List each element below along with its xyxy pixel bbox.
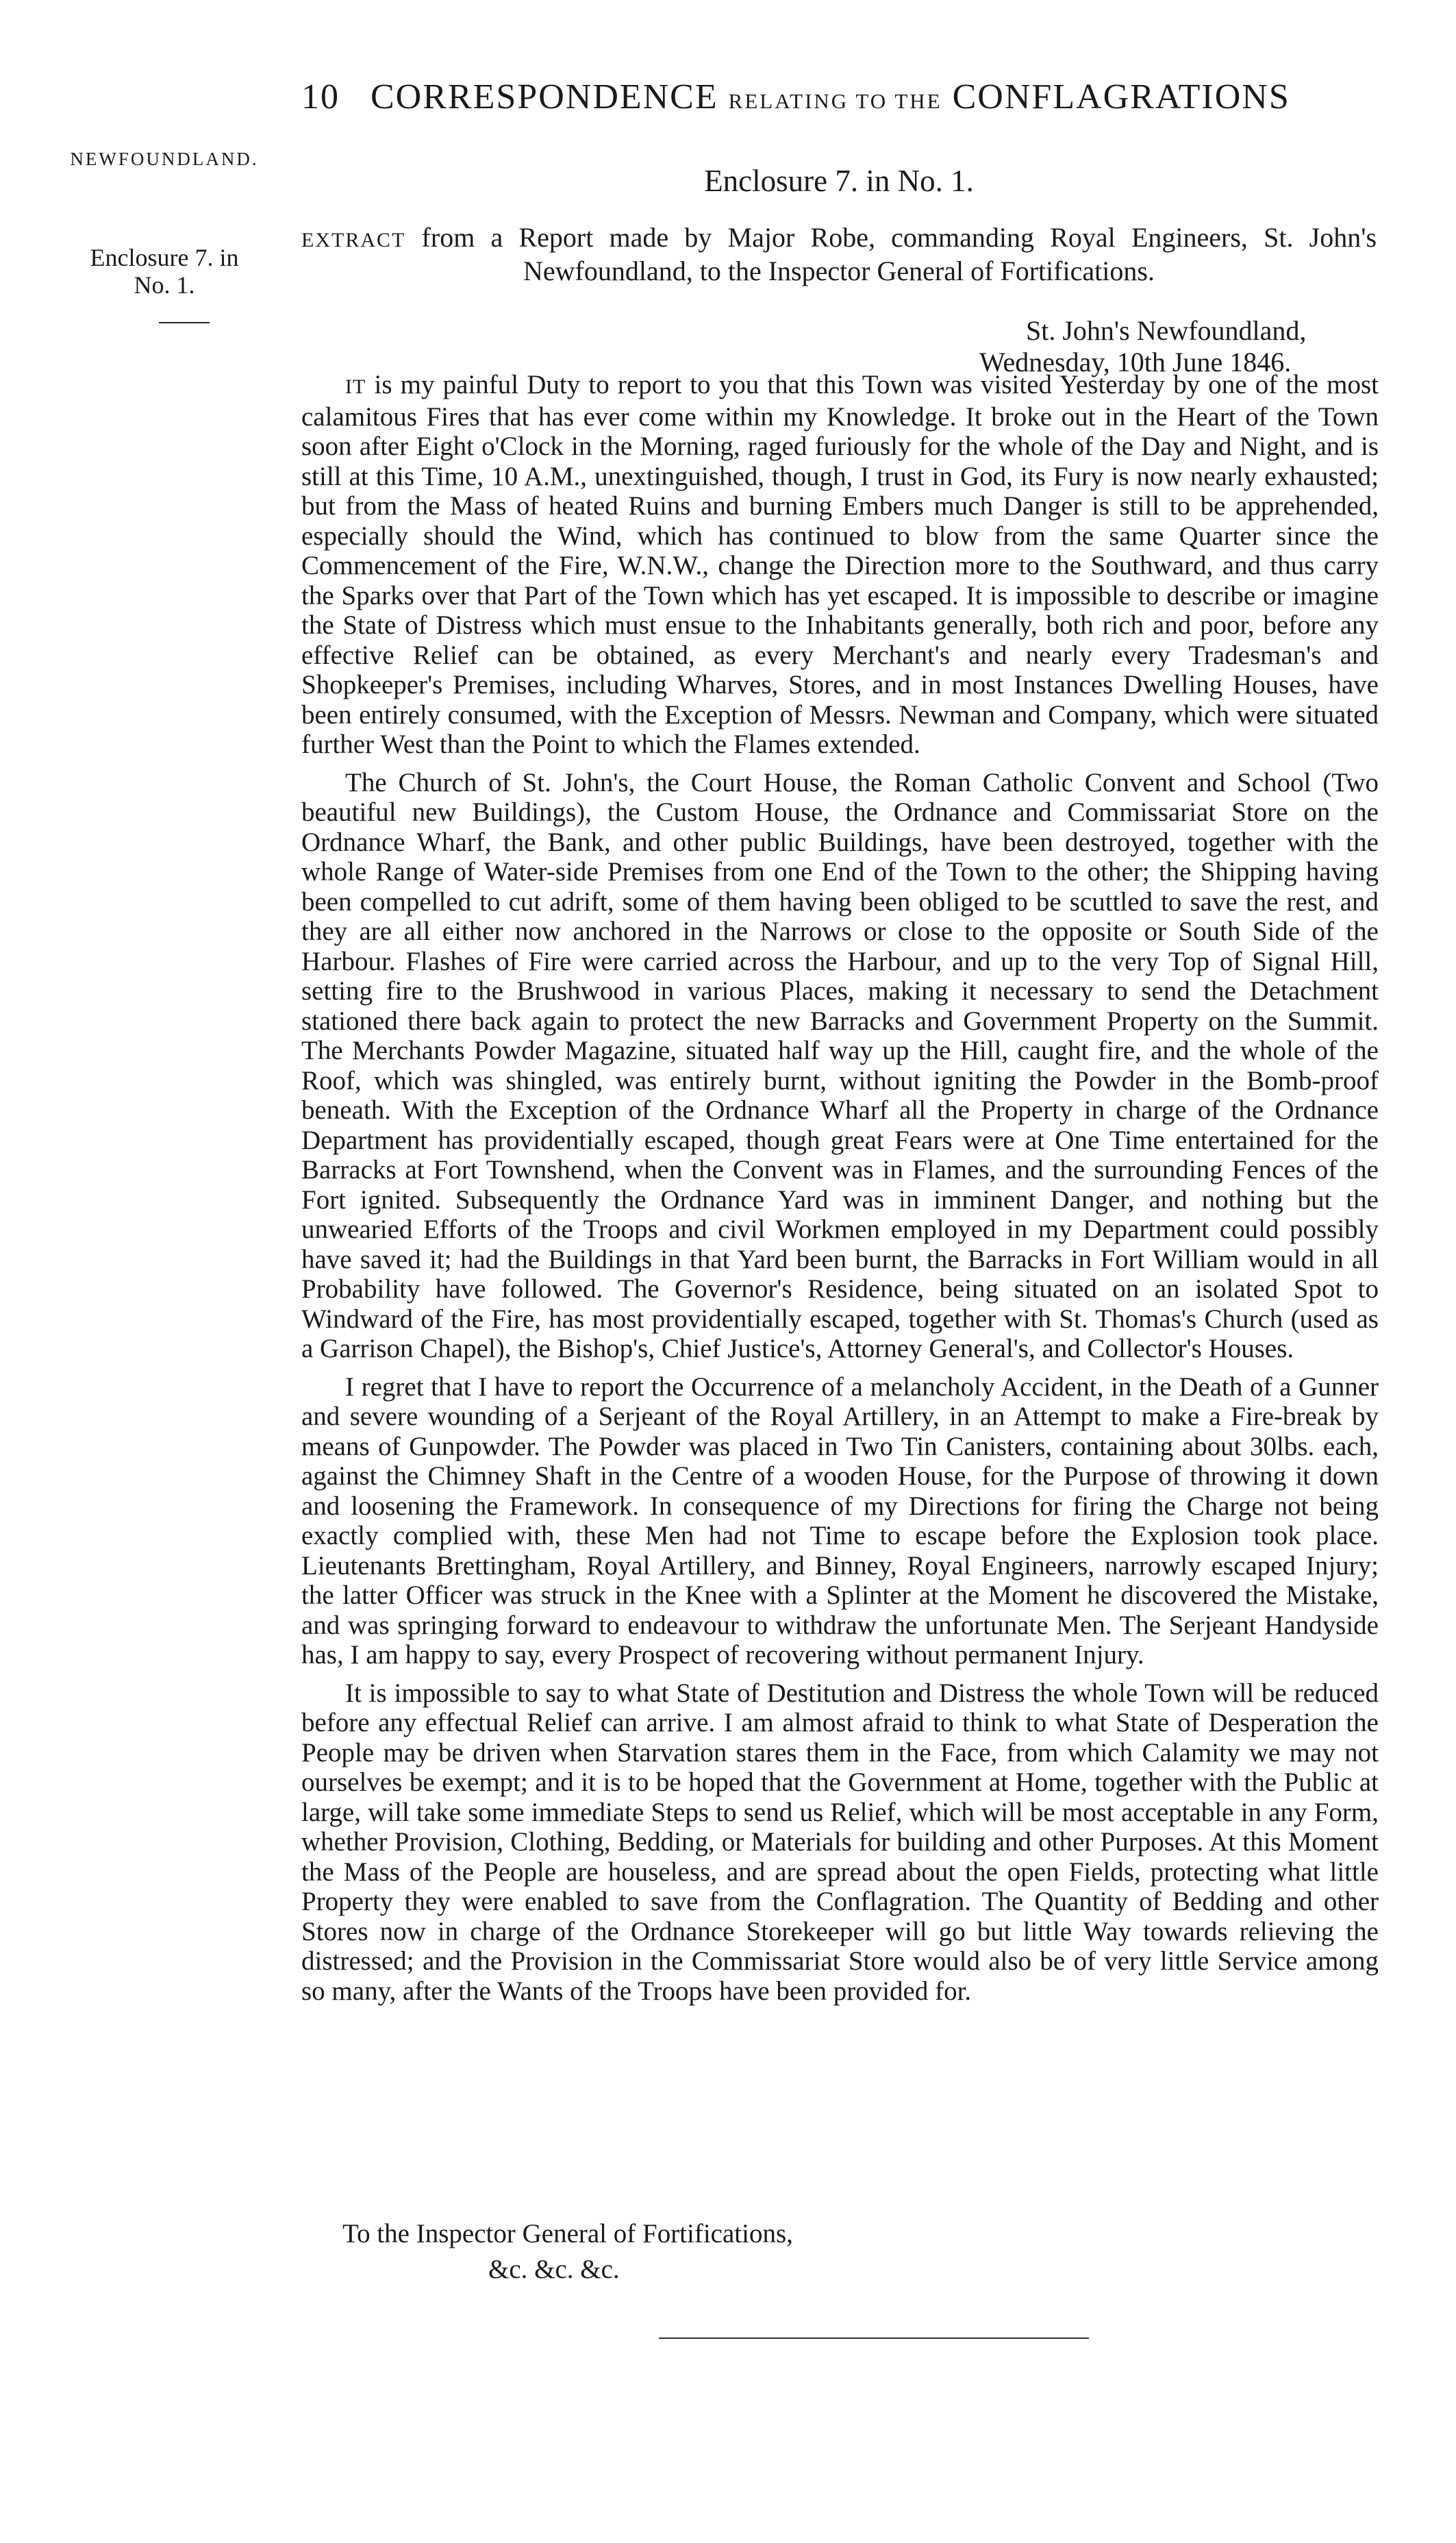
margin-enclosure-note [55, 244, 274, 299]
header-word-correspondence: CORRESPONDENCE [371, 77, 718, 116]
header-word-conflagrations: CONFLAGRATIONS [952, 77, 1290, 116]
extract-line1-text: from a Report made by Major Robe, commanding Royal Engineers, St. John's [421, 222, 1377, 253]
closing-addressee: To the Inspector General of Fortifications, [342, 2219, 793, 2248]
dateline-place: St. John's Newfoundland, [1026, 315, 1307, 346]
paragraph-4: It is impossible to say to what State of Destitution and Distress the whole Town will be reduced before any effectual Relief can arrive. I am almost afraid to think to what State of Desperation the People may be driven when Starvation stares them in the Face, from which Calamity we may not ourselves be exempt; and it is to be hoped that the Government at Home, together with the Public at large, will take some immediate Steps to send us Relief, which will be most acceptable in any Form, whether Provision, Clothing, Bedding, or Materials for building and other Purposes. At this Moment the Mass of the People are houseless, and are spread about the open Fields, protecting what little Property they were enabled to save from the Conflagration. The Quantity of Bedding and other Stores now in charge of the Ordnance Storekeeper will go but little Way towards relieving the distressed; and the Provision in the Commissariat Store would also be of very little Service among so many, after the Wants of the Troops have been provided for. [301, 1678, 1379, 2006]
extract-heading [301, 222, 1377, 286]
paragraph-1 [301, 370, 1379, 760]
dateline [979, 315, 1390, 378]
extract-lead: EXTRACT [301, 229, 406, 251]
paragraph-3: I regret that I have to report the Occurrence of a melancholy Accident, in the Death of a Gunner and severe wounding of a Serjeant of the Royal Artillery, in an Attempt to make a Fire-break by means of Gunpowder. The Powder was placed in Two Tin Canisters, containing about 30lbs. each, against the Chimney Shaft in the Centre of a wooden House, for the Purpose of throwing it down and loosening the Framework. In consequence of my Directions for firing the Charge not being exactly complied with, these Men had not Time to escape before the Explosion took place. Lieutenants Brettingham, Royal Artillery, and Binney, Royal Engineers, narrowly escaped Injury; the latter Officer was struck in the Knee with a Splinter at the Moment he discovered the Mistake, and was springing forward to endeavour to withdraw the unfortunate Men. The Serjeant Handyside has, I am happy to say, every Prospect of recovering without permanent Injury. [301, 1372, 1379, 1670]
margin-enclosure-line2: No. 1. [134, 271, 195, 299]
running-header [301, 77, 1370, 117]
extract-line1 [301, 222, 1377, 256]
paragraph-2: The Church of St. John's, the Court House, the Roman Catholic Convent and School (Two beautiful new Buildings), the Custom House, the Ordnance and Commissariat Store on the Ordnance Wharf, the Bank, and other public Buildings, have been destroyed, together with the whole Range of Water-side Premises from one End of the Town to the other; the Shipping having been compelled to cut adrift, some of them having been obliged to be scuttled to save the rest, and they are all either now anchored in the Narrows or close to the opposite or South Side of the Harbour. Flashes of Fire were carried across the Harbour, and up to the very Top of Signal Hill, setting fire to the Brushwood in various Places, making it necessary to send the Detachment stationed there back again to protect the new Barracks and Government Property on the Summit. The Merchants Powder Magazine, situated half way up the Hill, caught fire, and the whole of the Roof, which was shingled, was entirely burnt, without igniting the Powder in the Bomb-proof beneath. With the Exception of the Ordnance Wharf all the Property in charge of the Ordnance Department has providentially escaped, though great Fears were at One Time entertained for the Barracks at Fort Townshend, when the Convent was in Flames, and the surrounding Fences of the Fort ignited. Subsequently the Ordnance Yard was in imminent Danger, and nothing but the unwearied Efforts of the Troops and civil Workmen employed in my Department could possibly have saved it; had the Buildings in that Yard been burnt, the Barracks in Fort William would in all Probability have followed. The Governor's Residence, being situated on an isolated Spot to Windward of the Fire, has most providentially escaped, together with St. Thomas's Church (used as a Garrison Chapel), the Bishop's, Chief Justice's, Attorney General's, and Collector's Houses. [301, 767, 1379, 1363]
closing-block [342, 2216, 793, 2287]
dateline-date: Wednesday, 10th June 1846. [979, 347, 1292, 377]
extract-line2: Newfoundland, to the Inspector General of Fortifications. [523, 256, 1155, 286]
paragraph-1-first-word: IT [345, 375, 366, 398]
end-rule [659, 2337, 1089, 2339]
page-number: 10 [301, 77, 340, 116]
margin-rule [159, 322, 210, 323]
closing-etc: &c. &c. &c. [488, 2255, 620, 2284]
letter-body [301, 370, 1379, 2014]
enclosure-title: Enclosure 7. in No. 1. [704, 164, 974, 198]
paragraph-1-text: is my painful Duty to report to you that this Town was visited Yesterday by one of the most calamitous Fires that has ever come within my Knowledge. It broke out in the Heart of the Town soon after Eight o'Clock in the Morning, raged furiously for the whole of the Day and Night, and is still at this Time, 10 A.M., unextinguished, though, I trust in God, its Fury is now nearly exhausted; but from the Mass of heated Ruins and burning Embers much Danger is still to be apprehended, especially should the Wind, which has continued to blow from the same Quarter since the Commencement of the Fire, W.N.W., change the Direction more to the Southward, and thus carry the Sparks over that Part of the Town which has yet escaped. It is impossible to describe or imagine the State of Distress which must ensue to the Inhabitants generally, both rich and poor, before any effective Relief can be obtained, as every Merchant's and nearly every Tradesman's and Shopkeeper's Premises, including Wharves, Stores, and in most Instances Dwelling Houses, have been entirely consumed, with the Exception of Messrs. Newman and Company, which were situated further West than the Point to which the Flames extended. [301, 370, 1379, 759]
margin-country: NEWFOUNDLAND. [70, 149, 259, 169]
header-small-words: RELATING TO THE [728, 89, 942, 113]
margin-enclosure-line1: Enclosure 7. in [90, 244, 239, 271]
